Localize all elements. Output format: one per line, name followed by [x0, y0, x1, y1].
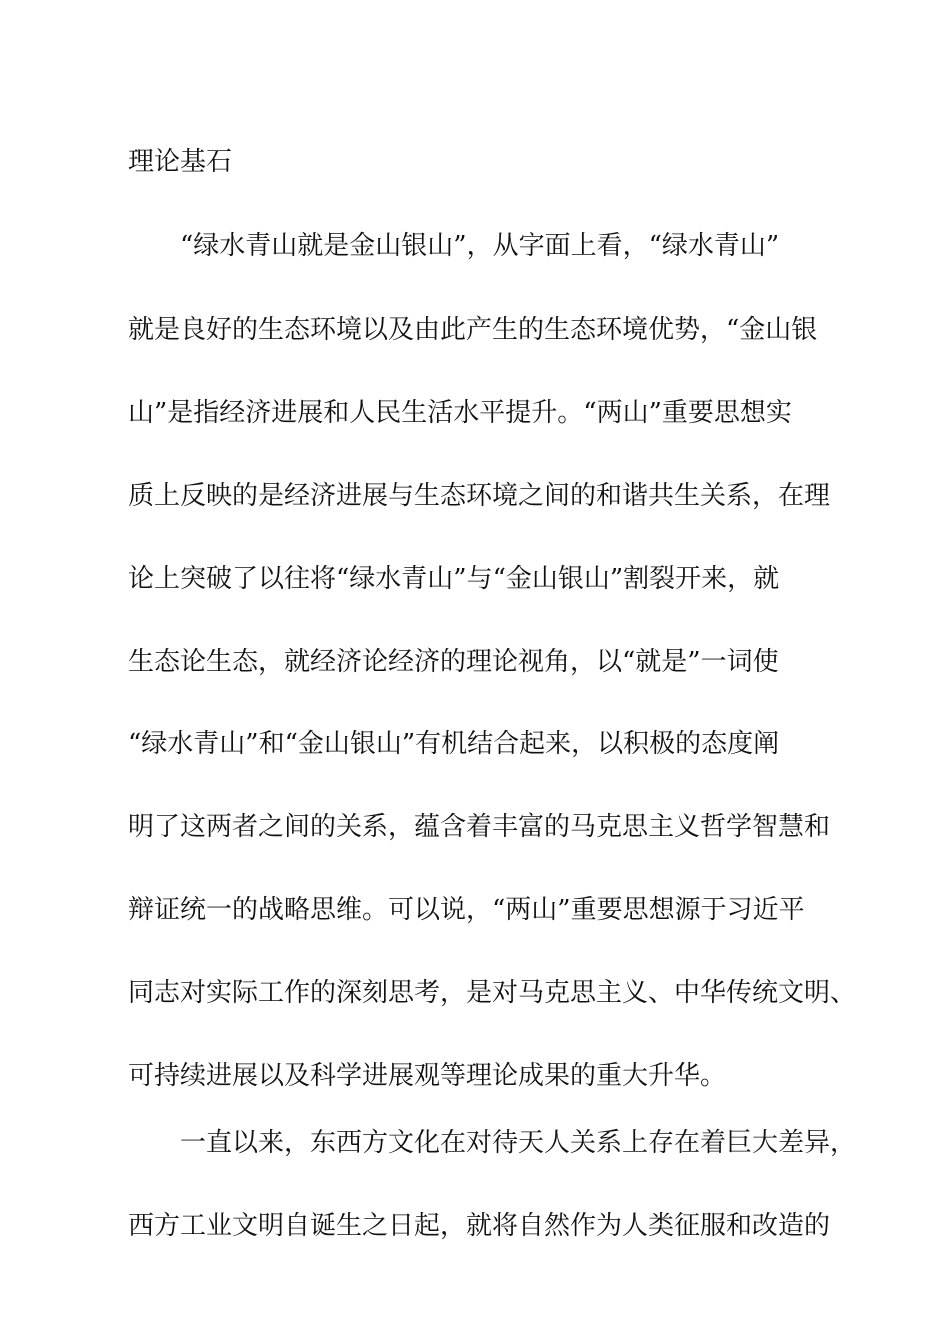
paragraph-line: 就是良好的生态环境以及由此产生的生态环境优势，“金山银 — [128, 315, 818, 345]
paragraph-line: 辩证统一的战略思维。可以说，“两山”重要思想源于习近平 — [128, 895, 805, 925]
paragraph-line: 论上突破了以往将“绿水青山”与“金山银山”割裂开来，就 — [128, 564, 780, 594]
paragraph-line: 质上反映的是经济进展与生态环境之间的和谐共生关系，在理 — [128, 481, 831, 511]
paragraph-line: 西方工业文明自诞生之日起，就将自然作为人类征服和改造的 — [128, 1211, 831, 1241]
paragraph-line: 同志对实际工作的深刻思考，是对马克思主义、中华传统文明、 — [128, 978, 857, 1008]
paragraph-line: “绿水青山”和“金山银山”有机结合起来，以积极的态度阐 — [128, 729, 780, 759]
paragraph-line: 可持续进展以及科学进展观等理论成果的重大升华。 — [128, 1061, 727, 1091]
paragraph-line: 一直以来，东西方文化在对待天人关系上存在着巨大差异， — [180, 1128, 857, 1158]
paragraph-line: 生态论生态，就经济论经济的理论视角，以“就是”一词使 — [128, 647, 779, 677]
paragraph-line: 明了这两者之间的关系，蕴含着丰富的马克思主义哲学智慧和 — [128, 812, 831, 842]
section-heading: 理论基石 — [128, 147, 233, 177]
paragraph-line: “绿水青山就是金山银山”，从字面上看，“绿水青山” — [180, 231, 780, 261]
paragraph-line: 山”是指经济进展和人民生活水平提升。“两山”重要思想实 — [128, 398, 792, 428]
